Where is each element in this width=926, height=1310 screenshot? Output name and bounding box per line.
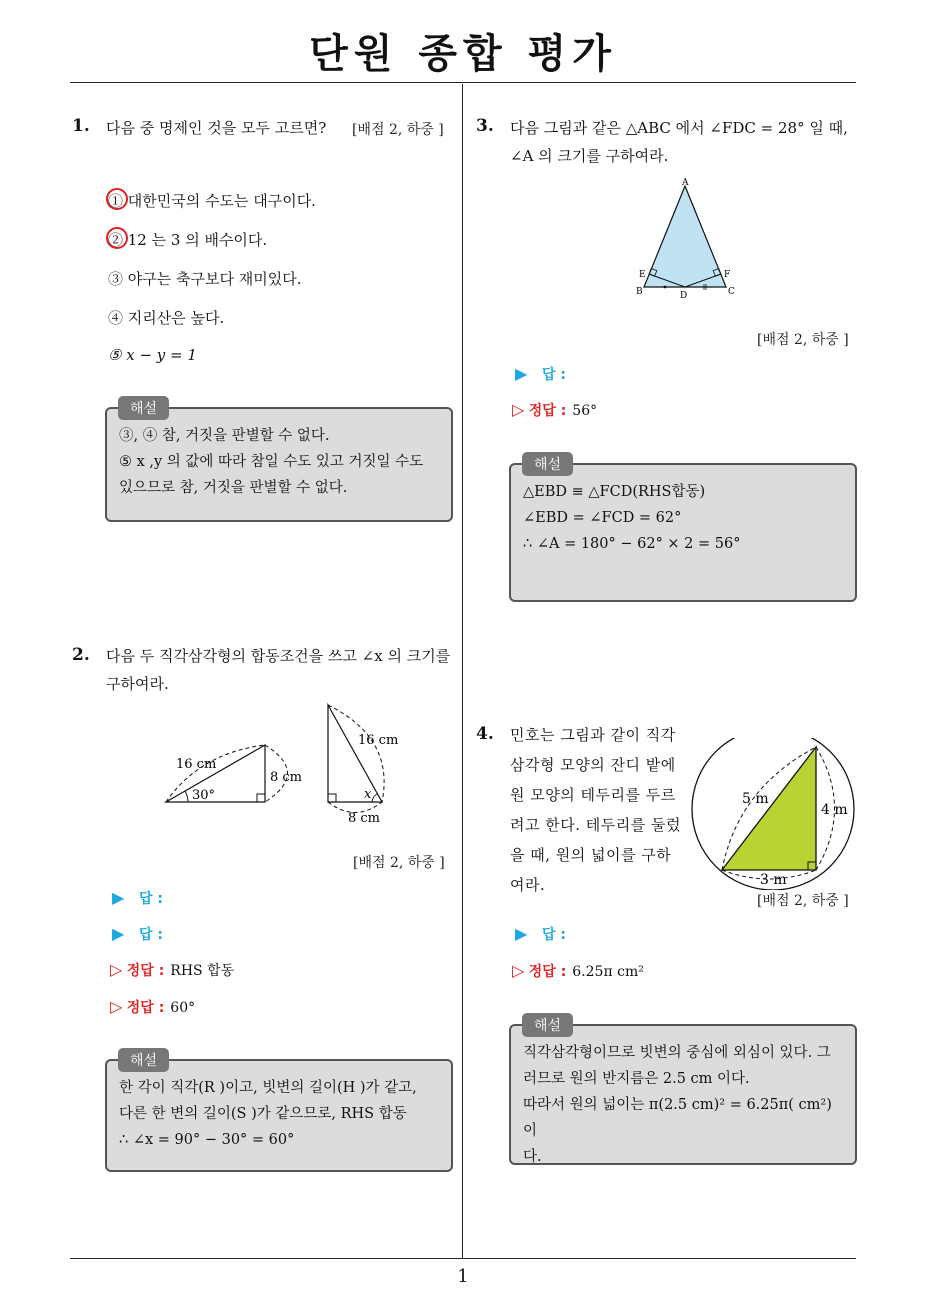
choice-2[interactable]: ② 12 는 3 의 배수이다.: [108, 231, 268, 249]
question-2-number: 2.: [72, 645, 90, 665]
question-1-number: 1.: [72, 116, 90, 136]
explanation-line: 한 각이 직각(R )이고, 빗변의 길이(H )가 같고,: [119, 1080, 417, 1096]
fig-point-e: E: [639, 270, 646, 280]
question-3-figure: [632, 176, 742, 302]
question-3-answer[interactable]: ▶ 답 :: [515, 364, 566, 383]
question-3-text-line1: 다음 그림과 같은 △ABC 에서 ∠FDC = 28° 일 때,: [510, 119, 848, 137]
question-4-text-line: 삼각형 모양의 잔디 밭에: [510, 756, 676, 774]
question-1-explanation: [105, 407, 453, 522]
question-2-figure: [160, 698, 410, 830]
question-4-explanation: [509, 1024, 857, 1165]
fig-hyp-2: 16 cm: [358, 733, 399, 748]
explanation-line: 러므로 원의 반지름은 2.5 cm 이다.: [523, 1071, 750, 1087]
question-2-meta: [배점 2, 하중 ]: [353, 855, 445, 871]
fig-angle-1: 30°: [192, 788, 216, 803]
question-2-answer-1[interactable]: ▶ 답 :: [112, 888, 163, 907]
fig-leg-1: 8 cm: [270, 770, 303, 785]
question-4-answer[interactable]: ▶ 답 :: [515, 924, 566, 943]
explanation-line: 다.: [523, 1149, 542, 1165]
fig-angle-2: x: [364, 787, 372, 802]
question-4-text-line: 원 모양의 테두리를 두르: [510, 786, 676, 804]
question-4-correct: ▷ 정답 : 6.25π cm²: [512, 961, 644, 980]
correct-arrow-icon: ▷: [512, 961, 525, 980]
correct-arrow-icon: ▷: [512, 400, 525, 419]
fig-point-d: D: [680, 291, 688, 301]
question-4-figure: [688, 738, 860, 890]
answer-arrow-icon: ▶: [515, 924, 528, 943]
explanation-line: 직각삼각형이므로 빗변의 중심에 외심이 있다. 그: [523, 1045, 831, 1061]
choice-3[interactable]: ③ 야구는 축구보다 재미있다.: [108, 270, 302, 288]
question-3-text-line2: ∠A 의 크기를 구하여라.: [510, 147, 669, 165]
question-2-correct-2: ▷ 정답 : 60°: [110, 997, 196, 1016]
choice-4[interactable]: ④ 지리산은 높다.: [108, 309, 225, 327]
question-4-text-line: 여라.: [510, 876, 546, 894]
question-2-correct-1: ▷ 정답 : RHS 합동: [110, 960, 235, 979]
question-4-meta: [배점 2, 하중 ]: [757, 893, 849, 909]
header-rule: [70, 82, 856, 83]
fig-leg: 4 m: [821, 802, 848, 818]
answer-arrow-icon: ▶: [112, 888, 125, 907]
question-3-meta: [배점 2, 하중 ]: [757, 332, 849, 348]
fig-point-c: C: [728, 287, 735, 297]
question-2-answer-2[interactable]: ▶ 답 :: [112, 924, 163, 943]
question-2-text-line2: 구하여라.: [106, 675, 169, 693]
question-4-text-line: 을 때, 원의 넓이를 구하: [510, 846, 672, 864]
footer-rule: [70, 1258, 856, 1259]
explanation-line: ∠EBD = ∠FCD = 62°: [523, 510, 682, 526]
choice-1[interactable]: ① 대한민국의 수도는 대구이다.: [108, 192, 316, 210]
explanation-tag: 해설: [118, 396, 169, 420]
explanation-tag: 해설: [522, 452, 573, 476]
answer-arrow-icon: ▶: [112, 924, 125, 943]
question-1-text: 다음 중 명제인 것을 모두 고르면?: [106, 119, 327, 137]
explanation-line: 있으므로 참, 거짓을 판별할 수 없다.: [119, 480, 348, 496]
column-divider: [462, 84, 463, 1258]
answer-arrow-icon: ▶: [515, 364, 528, 383]
fig-hypotenuse: 5 m: [742, 791, 769, 807]
question-3-explanation: [509, 463, 857, 602]
question-1-meta: [배점 2, 하중 ]: [352, 122, 444, 138]
explanation-line: ∴ ∠A = 180° − 62° × 2 = 56°: [523, 536, 741, 552]
question-2-explanation: [105, 1059, 453, 1172]
question-4-text-line: 려고 한다. 테두리를 둘렀: [510, 816, 681, 834]
explanation-line: 따라서 원의 넓이는 π(2.5 cm)² = 6.25π( cm²) 이: [523, 1097, 832, 1139]
fig-leg-2: 8 cm: [348, 811, 381, 826]
fig-base: 3 m: [760, 872, 787, 888]
question-4-number: 4.: [476, 724, 494, 744]
fig-point-b: B: [636, 287, 643, 297]
explanation-tag: 해설: [522, 1013, 573, 1037]
question-4-text: [510, 720, 681, 900]
explanation-line: ⑤ x ,y 의 값에 따라 참일 수도 있고 거짓일 수도: [119, 454, 424, 470]
question-4-text-line: 민호는 그림과 같이 직각: [510, 726, 676, 744]
explanation-line: △EBD ≡ △FCD(RHS합동): [523, 484, 706, 500]
correct-arrow-icon: ▷: [110, 960, 123, 979]
page-title: 단원 종합 평가: [309, 31, 617, 77]
fig-point-f: F: [724, 270, 731, 280]
explanation-tag: 해설: [118, 1048, 169, 1072]
question-3-correct: ▷ 정답 : 56°: [512, 400, 598, 419]
question-2-text-line1: 다음 두 직각삼각형의 합동조건을 쓰고 ∠x 의 크기를: [106, 647, 451, 665]
fig-hyp-1: 16 cm: [176, 757, 217, 772]
explanation-line: ∴ ∠x = 90° − 30° = 60°: [119, 1132, 295, 1148]
question-3-number: 3.: [476, 116, 494, 136]
choice-5[interactable]: ⑤ x − y = 1: [108, 346, 197, 364]
explanation-line: 다른 한 변의 길이(S )가 같으므로, RHS 합동: [119, 1106, 407, 1122]
page-number: 1: [457, 1266, 469, 1287]
explanation-line: ③, ④ 참, 거짓을 판별할 수 없다.: [119, 428, 330, 444]
fig-point-a: A: [682, 178, 689, 188]
correct-arrow-icon: ▷: [110, 997, 123, 1016]
